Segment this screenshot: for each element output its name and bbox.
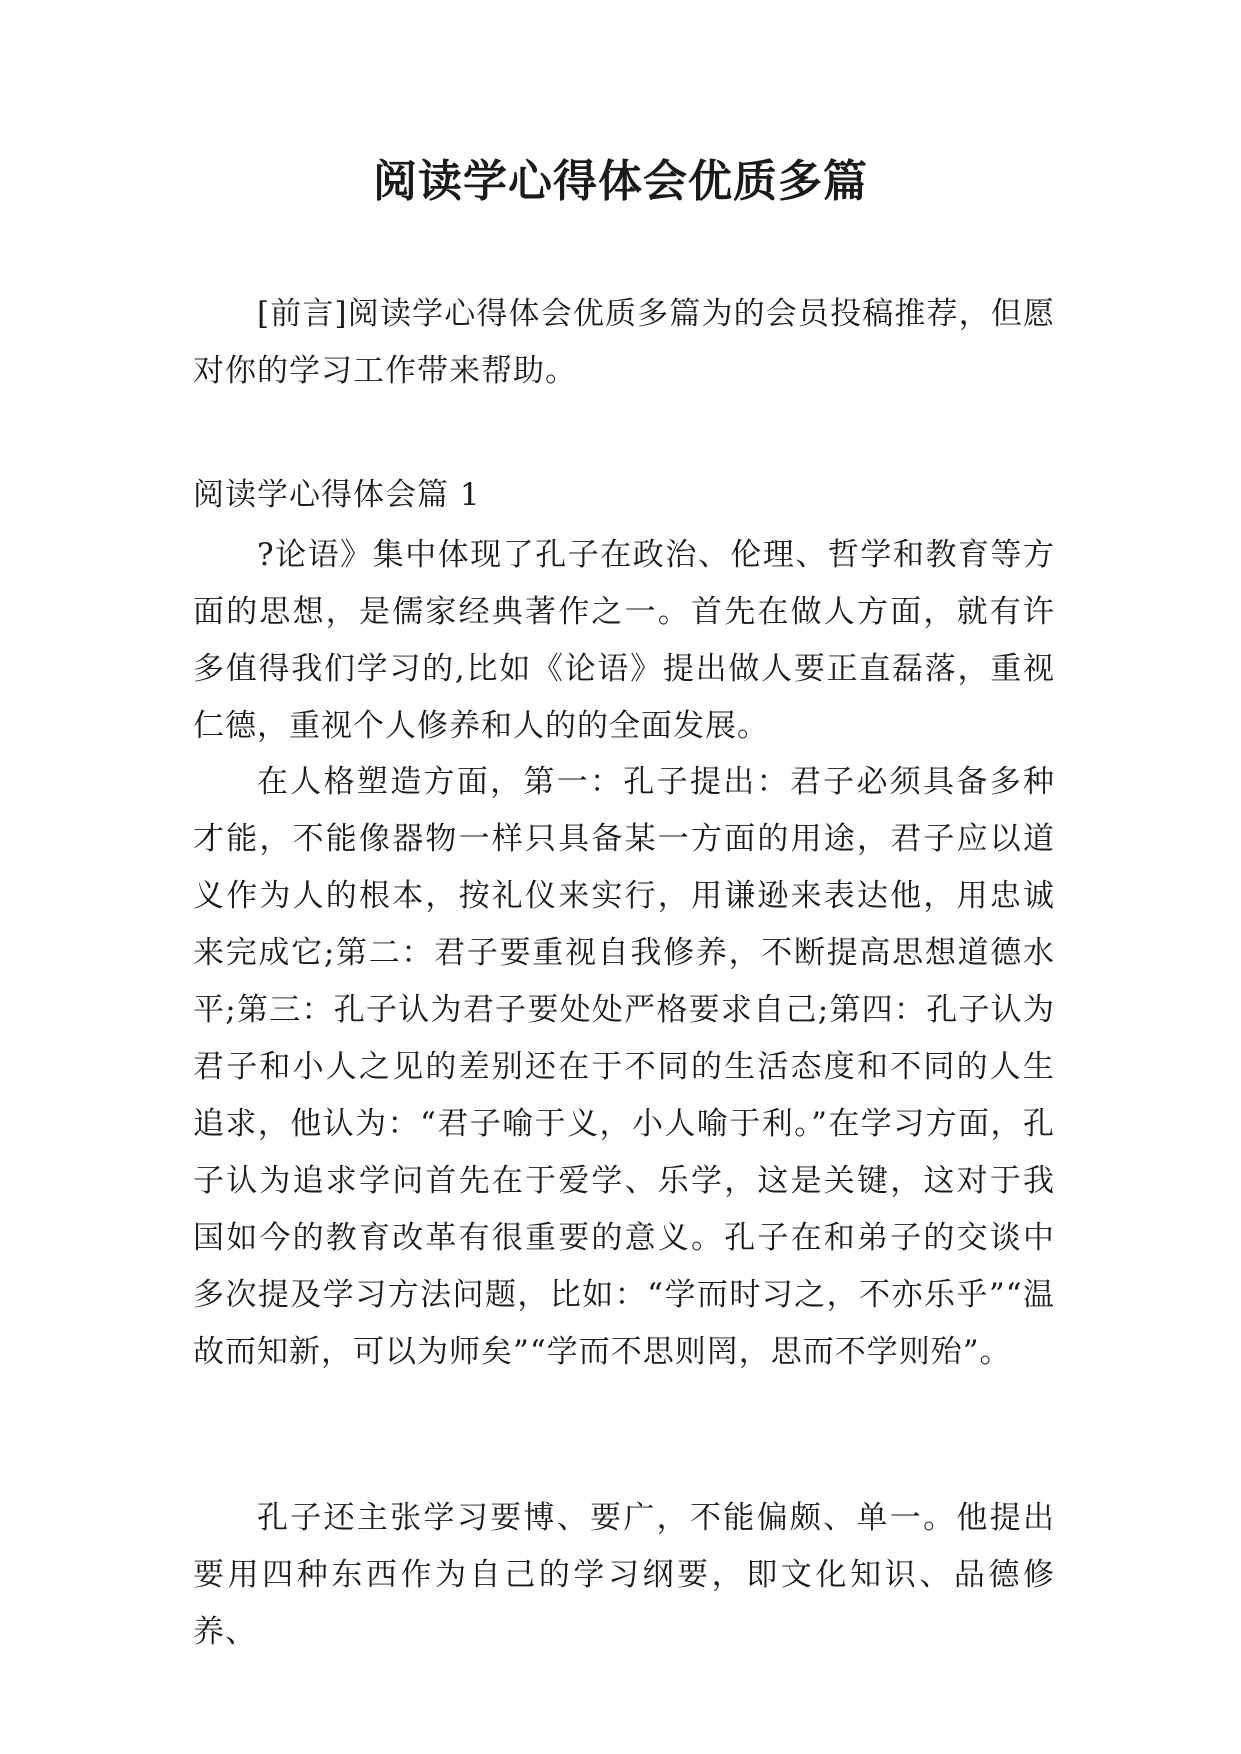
body-paragraph: 在人格塑造方面，第一：孔子提出：君子必须具备多种才能，不能像器物一样只具备某一方面的用途，君子应以道义作为人的根本，按礼仪来实行，用谦逊来表达他，用忠诚来完成它;第二：君子要重视自我修养，不断提高思想道德水平;第三：孔子认为君子要处处严格要求自己;第四：孔子认为君子和小人之见的差别还在于不同的生活态度和不同的人生追求，他认为：“君子喻于义，小人喻于利。”在学习方面，孔子认为追求学问首先在于爱学、乐学，这是关键，这对于我国如今的教育改革有很重要的意义。孔子在和弟子的交谈中多次提及学习方法问题，比如：“学而时习之，不亦乐乎”“温故而知新，可以为师矣”“学而不思则罔，思而不学则殆”。 xyxy=(193,764,1055,1370)
section-heading: 阅读学心得体会篇 1 xyxy=(193,477,481,513)
preface-paragraph: [前言]阅读学心得体会优质多篇为的会员投稿推荐，但愿对你的学习工作带来帮助。 xyxy=(193,296,1055,389)
body-paragraph: ?论语》集中体现了孔子在政治、伦理、哲学和教育等方面的思想，是儒家经典著作之一。首先在做人方面，就有许多值得我们学习的,比如《论语》提出做人要正直磊落，重视仁德，重视个人修养和人的的全面发展。 xyxy=(193,537,1055,744)
body-paragraph: 孔子还主张学习要博、要广，不能偏颇、单一。他提出要用四种东西作为自己的学习纲要，即文化知识、品德修养、 xyxy=(193,1500,1055,1650)
document-title: 阅读学心得体会优质多篇 xyxy=(373,156,868,207)
